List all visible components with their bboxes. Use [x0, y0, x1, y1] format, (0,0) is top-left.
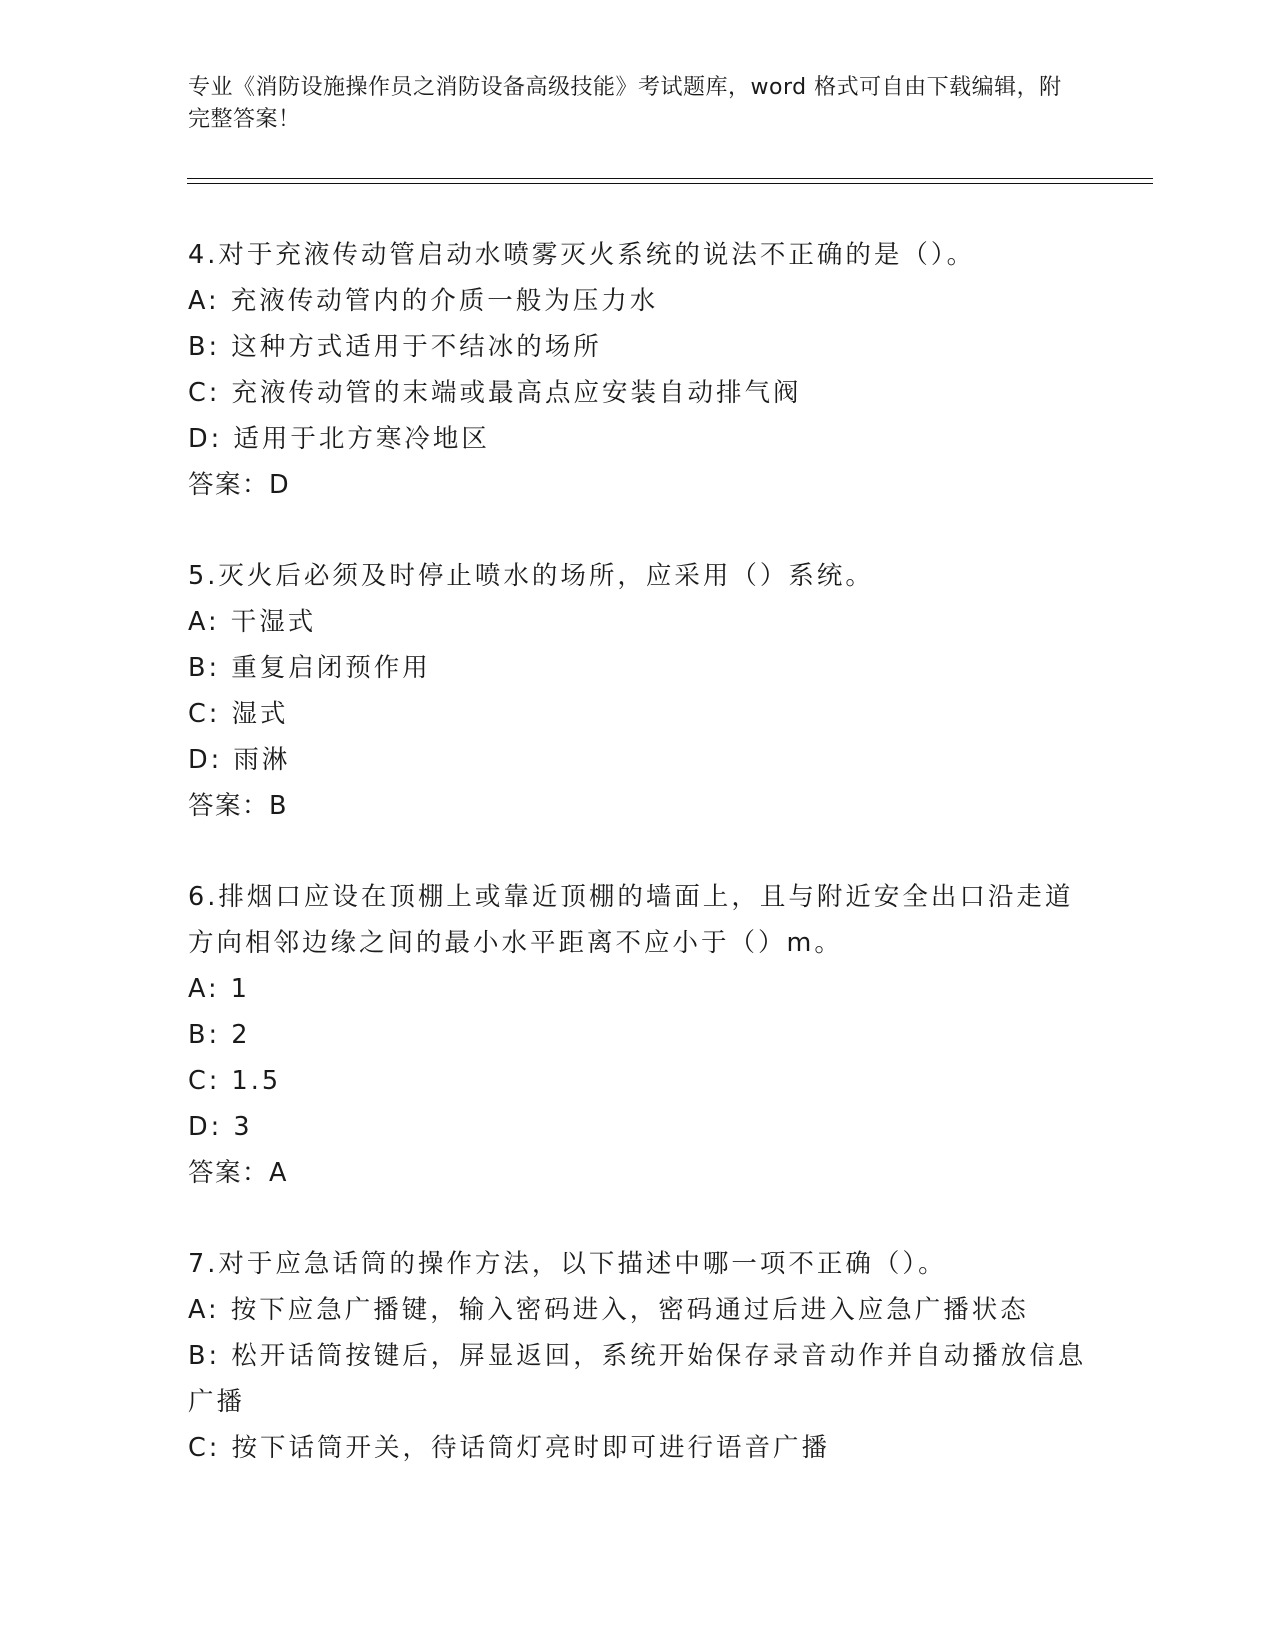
answer-line: 答案：B — [188, 791, 288, 821]
option-a: A: 充液传动管内的介质一般为压力水 — [188, 286, 659, 316]
question-stem: 6.排烟口应设在顶棚上或靠近顶棚的墙面上，且与附近安全出口沿走道方向相邻边缘之间的最小水平距离不应小于（）m。 — [188, 882, 1074, 958]
option-c: C: 湿式 — [188, 699, 289, 729]
option-b: B: 重复启闭预作用 — [188, 653, 431, 683]
option-d: D: 3 — [188, 1112, 253, 1142]
question-stem: 7.对于应急话筒的操作方法，以下描述中哪一项不正确（）。 — [188, 1249, 947, 1279]
question-4 — [188, 232, 1088, 508]
option-d: D: 适用于北方寒冷地区 — [188, 424, 490, 454]
option-b: B: 这种方式适用于不结冰的场所 — [188, 332, 602, 362]
option-c: C: 1.5 — [188, 1066, 282, 1096]
answer-line: 答案：A — [188, 1158, 288, 1188]
option-a: A: 干湿式 — [188, 607, 317, 637]
option-a: A: 1 — [188, 974, 250, 1004]
option-c: C: 充液传动管的末端或最高点应安装自动排气阀 — [188, 378, 802, 408]
question-7 — [188, 1241, 1088, 1471]
option-a: A: 按下应急广播键，输入密码进入，密码通过后进入应急广播状态 — [188, 1295, 1029, 1325]
option-b: B: 松开话筒按键后，屏显返回，系统开始保存录音动作并自动播放信息广播 — [188, 1341, 1087, 1417]
document-header: 专业《消防设施操作员之消防设备高级技能》考试题库，word 格式可自由下载编辑，附完整答案！ — [188, 75, 1062, 132]
option-b: B: 2 — [188, 1020, 251, 1050]
question-6 — [188, 874, 1088, 1196]
question-list — [188, 232, 1088, 1516]
question-5 — [188, 553, 1088, 829]
option-d: D: 雨淋 — [188, 745, 291, 775]
question-stem: 5.灭火后必须及时停止喷水的场所，应采用（）系统。 — [188, 561, 874, 591]
option-c: C: 按下话筒开关，待话筒灯亮时即可进行语音广播 — [188, 1433, 831, 1463]
question-stem: 4.对于充液传动管启动水喷雾灭火系统的说法不正确的是（）。 — [188, 240, 976, 270]
header-divider-top — [187, 178, 1153, 179]
header-divider-bottom — [187, 183, 1153, 184]
answer-line: 答案：D — [188, 470, 291, 500]
